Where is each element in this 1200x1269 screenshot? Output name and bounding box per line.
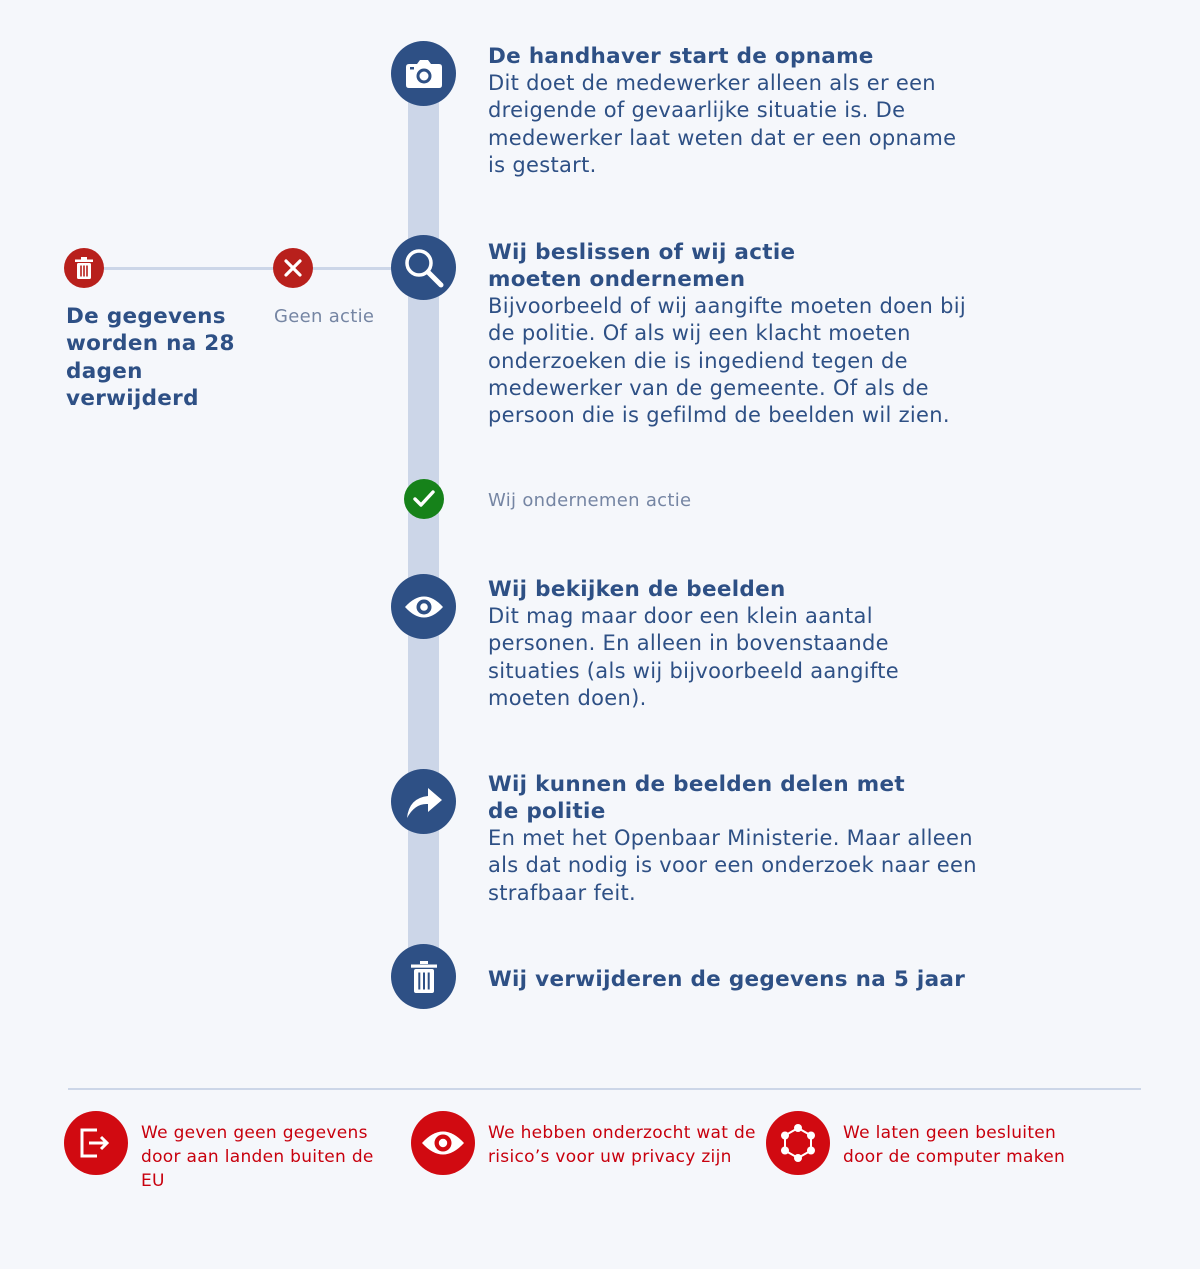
step-delete (488, 966, 988, 993)
step-start-text: Dit doet de medewerker alleen als er een dreigende of gevaarlijke situatie is. De medewerker laat weten dat er een opname is gestart. (488, 71, 957, 177)
footer-text-computer: We laten geen besluiten door de computer maken (843, 1123, 1066, 1167)
exit-icon (64, 1111, 128, 1175)
step-decide-title: Wij beslissen of wij actie moeten ondernemen (488, 240, 796, 292)
no-action-label: Geen actie (274, 306, 375, 327)
camera-icon (391, 41, 456, 106)
step-share-title: Wij kunnen de beelden delen met de politie (488, 772, 905, 824)
step-share (488, 771, 988, 907)
step-view-title: Wij bekijken de beelden (488, 577, 786, 602)
check-icon (404, 479, 444, 519)
footer-item-eu (64, 1111, 401, 1193)
step-view-text: Dit mag maar door een klein aantal personen. En alleen in bovenstaande situaties (als wij bijvoorbeeld aangifte moeten doen). (488, 604, 899, 710)
network-icon (766, 1111, 830, 1175)
eye-icon (391, 574, 456, 639)
step-decide (488, 239, 988, 429)
branch-line (84, 267, 392, 270)
divider (68, 1088, 1141, 1090)
footer-text-eu: We geven geen gegevens door aan landen buiten de EU (141, 1123, 374, 1191)
footer-item-computer (766, 1111, 1083, 1175)
trash-icon (391, 944, 456, 1009)
step-start (488, 43, 988, 179)
step-start-title: De handhaver start de opname (488, 44, 874, 69)
eye-icon (411, 1111, 475, 1175)
step-share-text: En met het Openbaar Ministerie. Maar alleen als dat nodig is voor een onderzoek naar een strafbaar feit. (488, 826, 977, 905)
deleted-28-days-title: De gegevens worden na 28 dagen verwijderd (66, 304, 235, 411)
step-delete-title: Wij verwijderen de gegevens na 5 jaar (488, 967, 966, 992)
action-label: Wij ondernemen actie (488, 490, 692, 511)
share-icon (391, 769, 456, 834)
footer-text-privacy: We hebben onderzocht wat de risico’s voor uw privacy zijn (488, 1123, 756, 1167)
footer-item-privacy (411, 1111, 758, 1175)
trash-icon (64, 248, 104, 288)
search-icon (391, 235, 456, 300)
close-icon (273, 248, 313, 288)
step-decide-text: Bijvoorbeeld of wij aangifte moeten doen bij de politie. Of als wij een klacht moeten onderzoeken die is ingediend tegen de medewerker van de gemeente. Of als de persoon die is gefilmd de beelden wil zien. (488, 294, 966, 428)
step-view (488, 576, 988, 712)
timeline-line (408, 74, 439, 976)
